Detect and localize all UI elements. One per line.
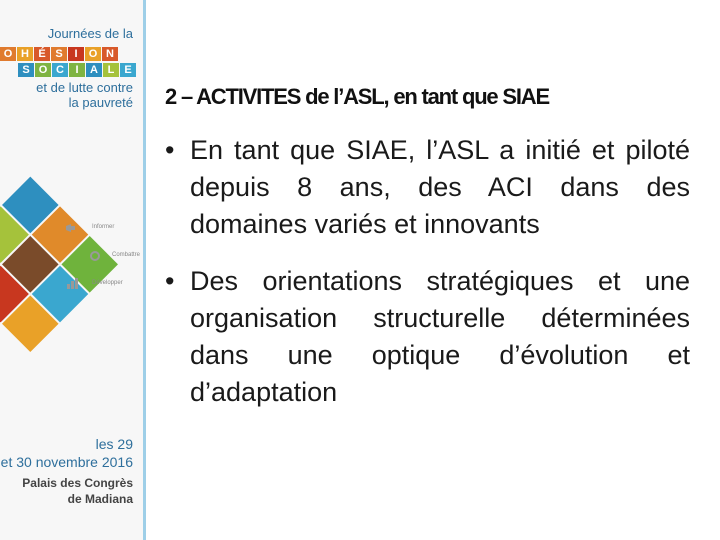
letter-tile: H: [17, 47, 33, 61]
letter-tile: I: [68, 47, 84, 61]
letter-tile: N: [102, 47, 118, 61]
letter-tile: O: [85, 47, 101, 61]
letter-tile: É: [34, 47, 50, 61]
bullet-symbol: •: [165, 266, 175, 296]
megaphone-icon: [64, 221, 78, 235]
side-label-informer: Informer: [92, 224, 115, 230]
side-label-combattre: Combattre: [112, 252, 141, 258]
letter-tile: O: [0, 47, 16, 61]
letter-tile: O: [35, 63, 51, 77]
slide-title: 2 – ACTIVITES de l’ASL, en tant que SIAE: [165, 84, 549, 109]
event-venue-line-1: Palais des Congrès: [22, 476, 133, 490]
bullet-list: [165, 132, 690, 431]
banner-divider: [143, 0, 146, 540]
bullet-symbol: •: [165, 135, 175, 165]
event-title-line-5: la pauvreté: [68, 95, 133, 110]
event-dates-line-2: et 30 novembre 2016: [0, 454, 133, 470]
sociale-tiles: [18, 63, 137, 77]
letter-tile: C: [52, 63, 68, 77]
letter-tile: E: [120, 63, 136, 77]
bullet-text: Des orientations stratégiques et une organisation structurelle déterminées dans une optique d’évolution et d’adaptation: [190, 266, 690, 407]
gear-icon: [88, 249, 102, 263]
bullet-text: En tant que SIAE, l’ASL a initié et piloté depuis 8 ans, des ACI dans des domaines variés et innovants: [190, 135, 690, 239]
bar-chart-icon: [66, 276, 80, 290]
letter-tile: L: [103, 63, 119, 77]
cohesion-tiles: [0, 47, 119, 61]
event-title-line-4: et de lutte contre: [36, 80, 133, 95]
event-title-line-1: Journées de la: [47, 26, 133, 41]
letter-tile: I: [69, 63, 85, 77]
bullet-item: [165, 263, 690, 411]
letter-tile: A: [86, 63, 102, 77]
event-venue-line-2: de Madiana: [67, 492, 133, 506]
letter-tile: S: [51, 47, 67, 61]
event-banner: [0, 0, 143, 540]
event-dates-line-1: les 29: [95, 436, 133, 452]
side-label-developper: Développer: [92, 280, 123, 286]
bullet-item: [165, 132, 690, 243]
photo-collage: [0, 170, 160, 370]
letter-tile: S: [18, 63, 34, 77]
